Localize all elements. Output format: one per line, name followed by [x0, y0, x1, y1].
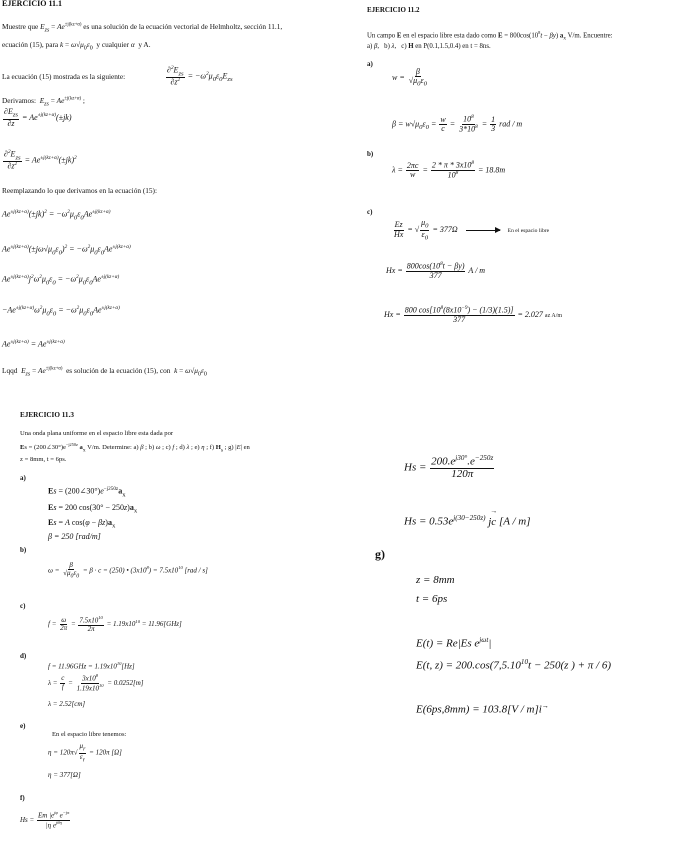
e113-intro-line1: Una onda plana uniforme en el espacio libre esta dada por	[20, 430, 174, 437]
e113-g5: E(6ps,8mm) = 103.8[V / m]i→	[416, 702, 549, 716]
e111-eq15: $\frac{\partial^2E_{zs}}{\partial z^2}$ = $-\omega^2\mu_0\varepsilon_0E_{zs}$	[167, 65, 233, 87]
e112-b-label: b)	[367, 150, 374, 158]
e111-r3: $Ae^{\pm j(kz+\alpha)}j^2\omega^2\mu_0\varepsilon_0 = -\omega^2\mu_0\varepsilon_0Ae^{\pm j(kz+\alpha)}$	[2, 274, 120, 287]
e113-a1: $Es = (200\angle 30^\circ)e^{-j250z}a_x$	[48, 486, 126, 499]
exercise-11-2-title: EJERCICIO 11.2	[367, 6, 420, 14]
e111-d1: $\frac{\partial E_{zs}}{\partial z}$ = $Ae^{\pm j(kz+\alpha)}(\pm jk)$	[4, 107, 72, 128]
e111-r5: $Ae^{\pm j(kz+\alpha)} = Ae^{\pm j(kz+\alpha)}$	[2, 339, 65, 349]
e112-c1: $\frac{Ez}{Hx}$ = √ $\frac{\mu_0}{\varepsilon_0}$ = 377Ω En el espacio libre	[394, 218, 550, 242]
e113-e3: η = 377[Ω]	[48, 771, 81, 779]
e113-e2: η = 120π√ $\frac{\mu_r}{\varepsilon_r}$ = 120π [Ω]	[48, 742, 122, 763]
e113-a4: β = 250 [rad/m]	[48, 532, 101, 541]
e111-r4: $-Ae^{\pm j(kz+\alpha)}\omega^2\mu_0\varepsilon_0 = -\omega^2\mu_0\varepsilon_0Ae^{\pm j(kz+\alpha)}$	[2, 305, 120, 318]
e112-a1: w = $\frac{\beta}{√\mu_0\varepsilon_0}$	[392, 67, 427, 88]
e112-intro-line2: a) β, b) λ, c) H en P(0.1,1.5,0.4) en t = 8ns.	[367, 43, 491, 50]
e112-c3: Hx = $\frac{800 \cos[10^8(8x10^{-9}) - (1/3)(1.5)]}{377}$ = 2.027 az A/m	[384, 305, 563, 325]
e113-g1: z = 8mm	[416, 574, 455, 586]
e113-f2: Hs = $\frac{200.e^{j30^\circ}.e^{-250z}}{120\pi}$	[404, 454, 494, 481]
e113-b-label: b)	[20, 546, 27, 554]
e112-a2: $\beta = w√\mu_0\varepsilon_0$ = $\frac{w}{c}$ = $\frac{10^8}{3*10^8}$ = $\frac{1}{3}$ rad / m	[392, 114, 523, 134]
e113-a3: Es = A $\cos(\varphi - \beta z)a_x$	[48, 518, 116, 530]
e113-f3: $Hs = 0.53e^{j(30-250z)}$ jc → [A / m]	[404, 506, 531, 528]
arrow-icon	[466, 230, 500, 231]
e113-intro-line3: z = 8mm, t = 6ps.	[20, 456, 67, 463]
e113-e-label: e)	[20, 722, 26, 730]
e111-r2: $Ae^{\pm j(kz+\alpha)}(\pm j\omega√\mu_0\varepsilon_0)^2 = -\omega^2\mu_0\varepsilon_0Ae^{\pm j(kz+\alpha)}$	[2, 244, 131, 257]
e113-d2: λ = $\frac{c}{f}$ = $\frac{3x10^8}{1.19x10^{10}}$ = 0.0252[m]	[48, 673, 144, 692]
e111-conclusion: Lqqd $E_{zs} = Ae^{\pm j(kz+\alpha)}$ es solución de la ecuación (15), con $k = \omega√\mu_0\varepsilon_0$	[2, 366, 207, 378]
e113-c-label: c)	[20, 602, 26, 610]
e113-e1: En el espacio libre tenemos:	[52, 731, 127, 738]
e113-d1: $f = 11.96GHz = 1.19x10^{10}[Hz]$	[48, 661, 135, 671]
e113-b1: ω = $\frac{\beta}{√\mu_0\varepsilon_0}$ = β · c = (250) • $(3x10^8) = 7.5x10^{10}$ [rad / s]	[48, 561, 208, 580]
e112-c1-note: En el espacio libre	[507, 227, 550, 234]
e111-r1: $Ae^{\pm j(kz+\alpha)}(\pm jk)^2 = -\omega^2\mu_0\varepsilon_0Ae^{\pm j(kz+\alpha)}$	[2, 209, 111, 222]
e111-d2: $\frac{\partial^2E_{zs}}{\partial z^2}$ = $Ae^{\pm j(kz+\alpha)}(\pm jk)^2$	[4, 149, 77, 171]
e113-d3: λ = 2.52[cm]	[48, 700, 86, 708]
e113-intro-line2: $Es = (200\angle 30^\circ)e^{-j250z}$ $a_x$ V/m. Determine: a) β ; b) ω ; c) f ; d) λ ; e) η ; f) $H_s$ ; g) |E| en	[20, 442, 250, 454]
e113-g-label: g)	[375, 547, 385, 561]
e113-f1: Hs = $\frac{Em |e^{j\varphi} e^{-j\pi}}{|\eta e^{j\theta\eta}}$	[20, 810, 70, 829]
e111-deriv-text: Derivamos: $E_{zs} = Ae^{\pm j(kz+\alpha)}$ ;	[2, 96, 85, 108]
e113-a-label: a)	[20, 474, 26, 482]
exercise-11-3-title: EJERCICIO 11.3	[20, 411, 74, 419]
e113-g4: E(t, $z) = 200.\cos(7,5.10^{10}t - 250(z$ ) + π / 6)	[416, 658, 612, 672]
e112-a-label: a)	[367, 60, 373, 68]
e113-f-label: f)	[20, 794, 25, 802]
e111-replace-text: Reemplazando lo que derivamos en la ecuación (15):	[2, 186, 157, 195]
e113-d-label: d)	[20, 652, 27, 660]
e113-c1: f = $\frac{\omega}{2\pi}$ = $\frac{7.5x10^{10}}{2\pi}$ = $1.19x10^{10} = 11.96[GHz]$	[48, 615, 182, 633]
e112-intro-line1: Un campo E en el espacio libre esta dado como $E = 800\cos(10^8t - \beta y)$ $a_x$ V/m. Encuentre:	[367, 30, 613, 42]
e111-eq15-text: La ecuación (15) mostrada es la siguiente:	[2, 72, 126, 81]
e112-c2: Hx = $\frac{800\cos(10^8t - \beta y)}{377}$ A / m	[386, 261, 486, 281]
e113-g3: E(t) = Re|Es $e^{j\omega t}|$	[416, 636, 492, 650]
e112-c-label: c)	[367, 208, 373, 216]
e113-a2: Es = 200 $\cos(30^\circ - 250z)a_x$	[48, 503, 138, 515]
exercise-11-1-title: EJERCICIO 11.1	[2, 0, 63, 8]
e112-b1: λ = $\frac{2\pi c}{w}$ = $\frac{2 * \pi * 3x10^8}{10^8}$ = 18.8m	[392, 160, 506, 180]
e111-intro-line2: ecuación (15), para $k = \omega√\mu_0\varepsilon_0$ y cualquier α y A.	[2, 40, 151, 52]
e111-intro-line1: Muestre que $E_{zs} = Ae^{\pm j(kz+\alpha)}$ es una solución de la ecuación vectorial de Helmholtz, sección 11.1,	[2, 22, 283, 34]
e113-g2: t = 6ps	[416, 593, 448, 605]
